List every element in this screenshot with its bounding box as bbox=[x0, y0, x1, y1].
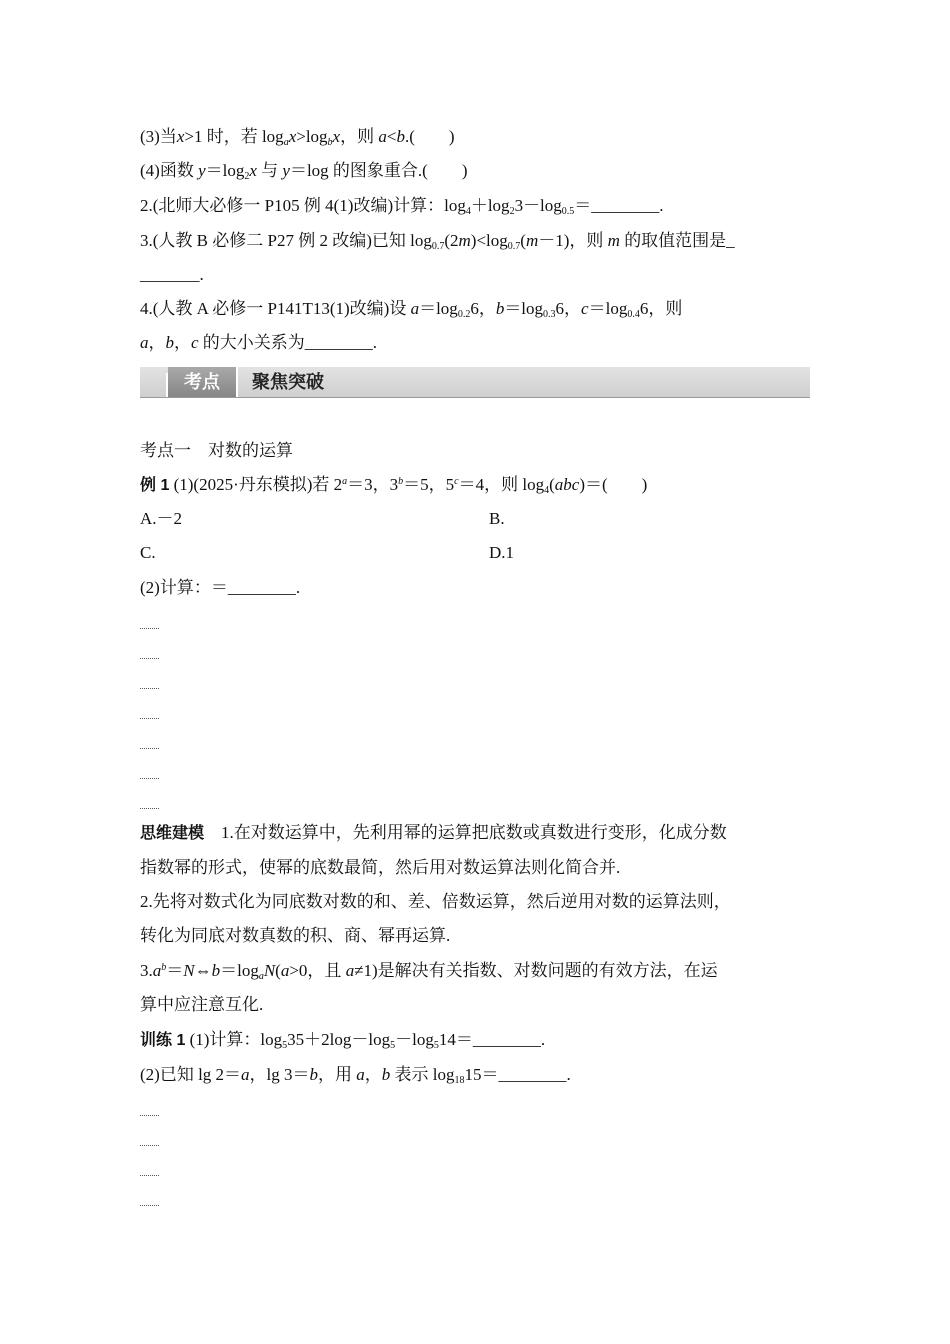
example-1: 例 1 (1)(2025·丹东模拟)若 $2^a=3$，$3^b=5$，$5^c=4$，则 $\log_4(abc)=$( ) bbox=[140, 475, 648, 496]
topic-heading: 考点一 对数的运算 bbox=[140, 441, 293, 460]
answer-dots bbox=[140, 748, 159, 749]
problem-3-cont: _______. bbox=[140, 265, 204, 284]
section-tag: 考点 bbox=[168, 367, 238, 397]
option-d: D.1 bbox=[489, 543, 515, 562]
option-b: B. bbox=[489, 509, 505, 528]
answer-dots bbox=[140, 628, 159, 629]
section-banner bbox=[140, 367, 810, 398]
thinking-model-line-5: $3.a^b=N\Leftrightarrow b=\log_aN(a>0$，且 a≠1)是解决有关指数、对数问题的有效方法，在运 bbox=[140, 961, 718, 982]
answer-dots bbox=[140, 688, 159, 689]
judge-item-4: (4)函数 $y=\log_2x$ 与 y＝log 的图象重合.( ) bbox=[140, 161, 468, 182]
thinking-model-line-2: 指数幂的形式，使幂的底数最简，然后用对数运算法则化简合并. bbox=[140, 858, 621, 877]
thinking-model-line-6: 算中应注意互化. bbox=[140, 995, 264, 1014]
problem-2: 2.(北师大必修一 P105 例 4(1)改编)计算：$\log_4+\log_23-\log_{0.5}=\_\_\_\_\_\_\_\_$. bbox=[140, 196, 664, 217]
example-1-part-2: (2)计算：＝________. bbox=[140, 578, 301, 597]
answer-dots bbox=[140, 658, 159, 659]
thinking-model-line-4: 转化为同底对数真数的积、商、幂再运算. bbox=[140, 926, 451, 945]
option-a: A.－2 bbox=[140, 509, 183, 528]
exercise-1: 训练 1 (1)计算：$\log_535+2\log-\log_5-\log_514=\_\_\_\_\_\_\_\_$. bbox=[140, 1030, 546, 1051]
judge-item-3: (3)当x>1 时，若 $\log_ax>\log_bx$，则 a<b.( ) bbox=[140, 127, 455, 148]
section-title: 聚焦突破 bbox=[252, 372, 324, 392]
answer-dots bbox=[140, 1175, 159, 1176]
problem-4-cont: a，b，c 的大小关系为________. bbox=[140, 333, 378, 352]
exercise-1-part-2: (2)已知 lg 2＝a，lg 3＝b，用 a，b 表示 $\log_{18}15=\_\_\_\_\_\_\_\_$. bbox=[140, 1065, 571, 1086]
answer-dots bbox=[140, 1145, 159, 1146]
answer-dots bbox=[140, 1115, 159, 1116]
problem-4: 4.(人教 A 必修一 P141T13(1)改编)设 $a=\log_{0.2}6$，$b=\log_{0.3}6$，$c=\log_{0.4}6$，则 bbox=[140, 299, 683, 320]
answer-dots bbox=[140, 778, 159, 779]
answer-dots bbox=[140, 718, 159, 719]
thinking-model-line-1: 思维建模 1.在对数运算中，先利用幂的运算把底数或真数进行变形，化成分数 bbox=[140, 823, 727, 842]
answer-dots bbox=[140, 1205, 159, 1206]
thinking-model-line-3: 2.先将对数式化为同底数对数的和、差、倍数运算，然后逆用对数的运算法则， bbox=[140, 892, 731, 911]
problem-3: 3.(人教 B 必修二 P27 例 2 改编)已知 $\log_{0.7}(2m)<\log_{0.7}(m-1)$，则 m 的取值范围是_ bbox=[140, 231, 735, 252]
answer-dots bbox=[140, 808, 159, 809]
option-c: C. bbox=[140, 543, 156, 562]
